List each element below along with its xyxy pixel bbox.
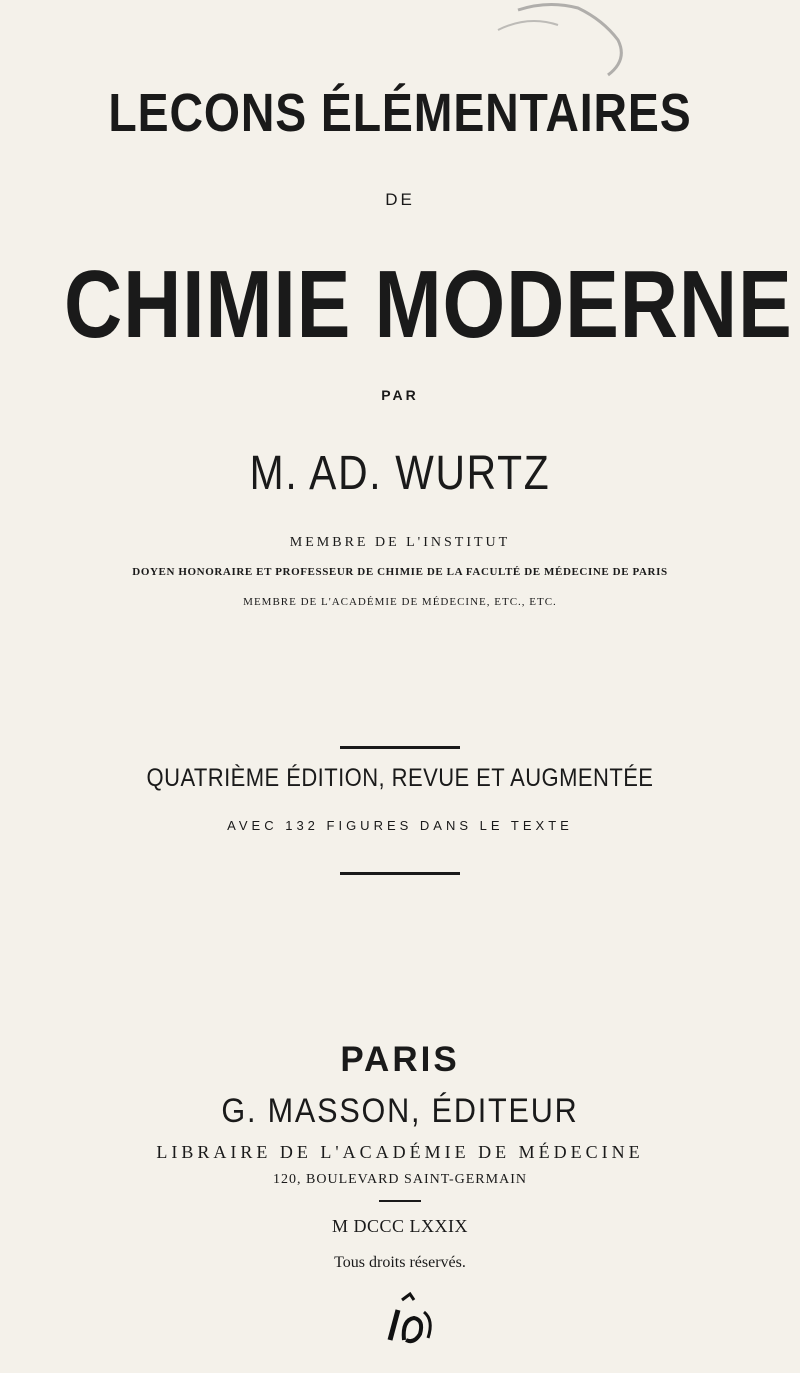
affiliation-academie: MEMBRE DE L'ACADÉMIE DE MÉDECINE, ETC., ETC. xyxy=(243,596,557,608)
affiliation-institut: MEMBRE DE L'INSTITUT xyxy=(289,535,511,550)
publication-year: M DCCC LXXIX xyxy=(331,1216,468,1236)
handwritten-mark-icon xyxy=(380,1290,440,1350)
divider-rule xyxy=(379,1200,421,1202)
figures-statement: AVEC 132 FIGURES DANS LE TEXTE xyxy=(227,818,573,833)
title-line-2: CHIMIE MODERNE xyxy=(64,251,793,358)
publisher-name: G. MASSON, ÉDITEUR xyxy=(221,1092,579,1130)
title-de: DE xyxy=(385,190,415,209)
author-name: M. AD. WURTZ xyxy=(249,447,551,500)
edition-statement: QUATRIÈME ÉDITION, REVUE ET AUGMENTÉE xyxy=(146,764,654,792)
title-line-1: LECONS ÉLÉMENTAIRES xyxy=(108,83,692,143)
divider-rule xyxy=(340,746,460,749)
rights-notice: Tous droits réservés. xyxy=(334,1254,466,1271)
affiliation-faculte: DOYEN HONORAIRE ET PROFESSEUR DE CHIMIE DE LA FACULTÉ DE MÉDECINE DE PARIS xyxy=(132,566,668,578)
publisher-bookshop: LIBRAIRE DE L'ACADÉMIE DE MÉDECINE xyxy=(156,1142,644,1162)
publication-city: PARIS xyxy=(340,1040,460,1079)
divider-rule xyxy=(340,872,460,875)
by-label: PAR xyxy=(381,387,419,403)
publisher-address: 120, BOULEVARD SAINT-GERMAIN xyxy=(273,1172,527,1187)
